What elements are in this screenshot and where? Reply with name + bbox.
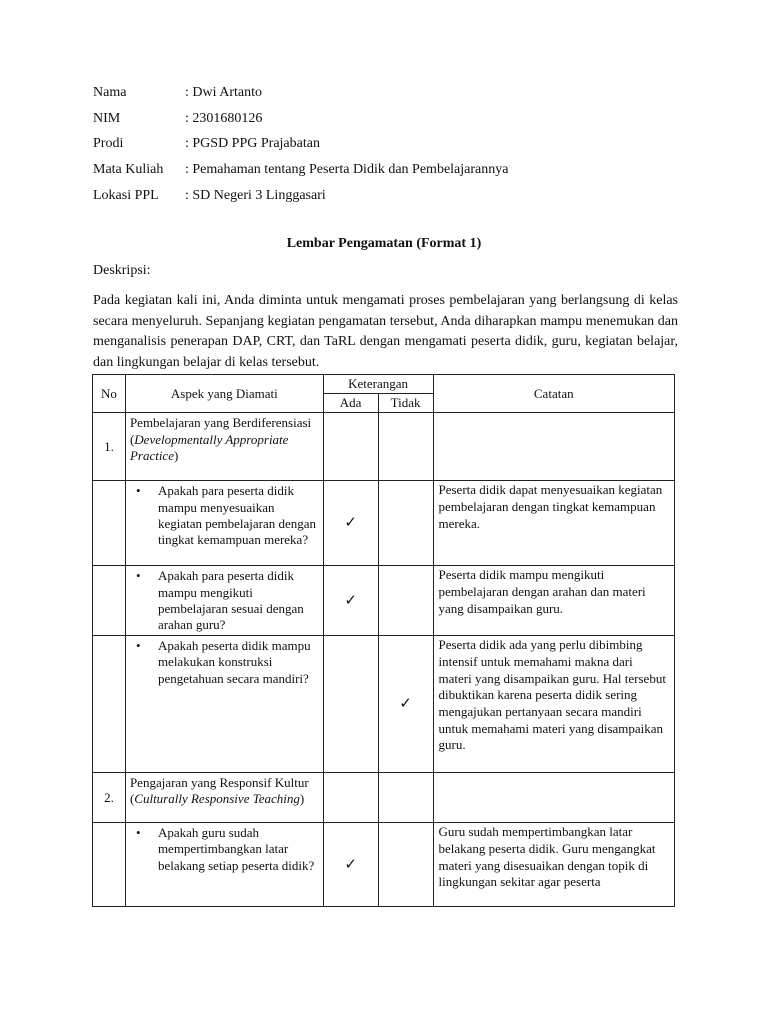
section-title: [125, 413, 323, 481]
check-tidak: [378, 566, 433, 636]
table-row: [93, 636, 675, 773]
bullet-icon: •: [135, 483, 141, 499]
identity-row-nim: [93, 106, 508, 132]
section-title-end: ): [173, 447, 179, 463]
bullet-icon: •: [135, 638, 141, 654]
bullet-icon: •: [135, 825, 141, 841]
identity-label: Lokasi PPL: [93, 188, 159, 204]
note-cell: Peserta didik dapat menyesuaikan kegiatan pembelajaran dengan tingkat kemampuan mereka.: [433, 481, 675, 566]
description-text: Pada kegiatan kali ini, Anda diminta untuk mengamati proses pembelajaran yang berlangsung di kelas secara menyeluruh. Sepanjang kegiatan pengamatan tersebut, Anda diharapkan mampu menemukan dan menganalisis penerapan DAP, CRT, dan TaRL dengan mengamati peserta didik, guru, kegiatan belajar, dan lingkungan belajar di kelas tersebut.: [93, 293, 678, 370]
identity-row-lokasi: [93, 183, 508, 209]
question-text: Apakah para peserta didik mampu menyesuaikan kegiatan pembelajaran dengan tingkat kemampuan mereka?: [157, 483, 317, 548]
section-row: [93, 413, 675, 481]
table-row: [93, 823, 675, 907]
identity-label: Mata Kuliah: [93, 162, 164, 178]
identity-row-nama: [93, 80, 508, 106]
identity-value: : Pemahaman tentang Peserta Didik dan Pembelajarannya: [185, 162, 509, 178]
section-number: 2.: [93, 773, 126, 823]
table-row: [93, 566, 675, 636]
identity-value: : 2301680126: [185, 110, 263, 126]
header-aspek: Aspek yang Diamati: [125, 375, 323, 413]
header-keterangan: Keterangan: [323, 375, 433, 394]
identity-block: [93, 80, 508, 209]
question-cell: [125, 636, 323, 773]
note-cell: Guru sudah mempertimbangkan latar belakang peserta didik. Guru mengangkat materi yang disesuaikan dengan topik di lingkungan sekitar agar peserta: [433, 823, 675, 907]
section-title-end: ): [299, 791, 305, 807]
identity-row-mata-kuliah: [93, 157, 508, 183]
identity-value: : Dwi Artanto: [185, 84, 262, 100]
note-cell: Peserta didik ada yang perlu dibimbing intensif untuk memahami makna dari materi yang disampaikan guru. Hal tersebut dibuktikan karena peserta didik sering mengajukan pertanyaan secara mandiri untuk memahami materi yang disampaikan guru.: [433, 636, 675, 773]
question-cell: [125, 481, 323, 566]
header-ada: Ada: [323, 394, 378, 413]
header-tidak: Tidak: [378, 394, 433, 413]
check-ada: [323, 636, 378, 773]
question-text: Apakah peserta didik mampu melakukan konstruksi pengetahuan secara mandiri?: [157, 638, 311, 686]
question-cell: [125, 823, 323, 907]
section-number: 1.: [93, 413, 126, 481]
section-title-italic: Developmentally Appropriate Practice: [129, 431, 289, 463]
section-title-italic: Culturally Responsive Teaching: [134, 791, 300, 807]
header-no: No: [93, 375, 126, 413]
check-tidak: ✓: [378, 636, 433, 773]
question-cell: [125, 566, 323, 636]
section-title-text: Pembelajaran yang Berdiferensiasi (: [129, 415, 312, 447]
check-ada: ✓: [323, 823, 378, 907]
question-text: Apakah para peserta didik mampu mengikuti pembelajaran sesuai dengan arahan guru?: [157, 568, 304, 633]
header-catatan: Catatan: [433, 375, 675, 413]
check-ada: ✓: [323, 481, 378, 566]
identity-row-prodi: [93, 132, 508, 158]
table-row: [93, 481, 675, 566]
identity-label: Nama: [93, 84, 127, 100]
identity-label: NIM: [93, 110, 121, 126]
identity-value: : PGSD PPG Prajabatan: [185, 136, 320, 152]
note-cell: Peserta didik mampu mengikuti pembelajaran dengan arahan dan materi yang disampaikan guru.: [433, 566, 675, 636]
bullet-icon: •: [135, 568, 141, 584]
document-title: Lembar Pengamatan (Format 1): [286, 236, 482, 251]
check-tidak: [378, 481, 433, 566]
description-label: Deskripsi:: [93, 263, 151, 278]
observation-table: [92, 374, 675, 907]
question-text: Apakah guru sudah mempertimbangkan latar belakang setiap peserta didik?: [157, 825, 315, 873]
table-header-row: [93, 375, 675, 394]
identity-label: Prodi: [93, 136, 124, 152]
section-title: [125, 773, 323, 823]
check-tidak: [378, 823, 433, 907]
section-row: [93, 773, 675, 823]
check-ada: ✓: [323, 566, 378, 636]
section-title-text: Pengajaran yang Responsif Kultur (: [129, 775, 309, 807]
identity-value: : SD Negeri 3 Linggasari: [185, 188, 326, 204]
